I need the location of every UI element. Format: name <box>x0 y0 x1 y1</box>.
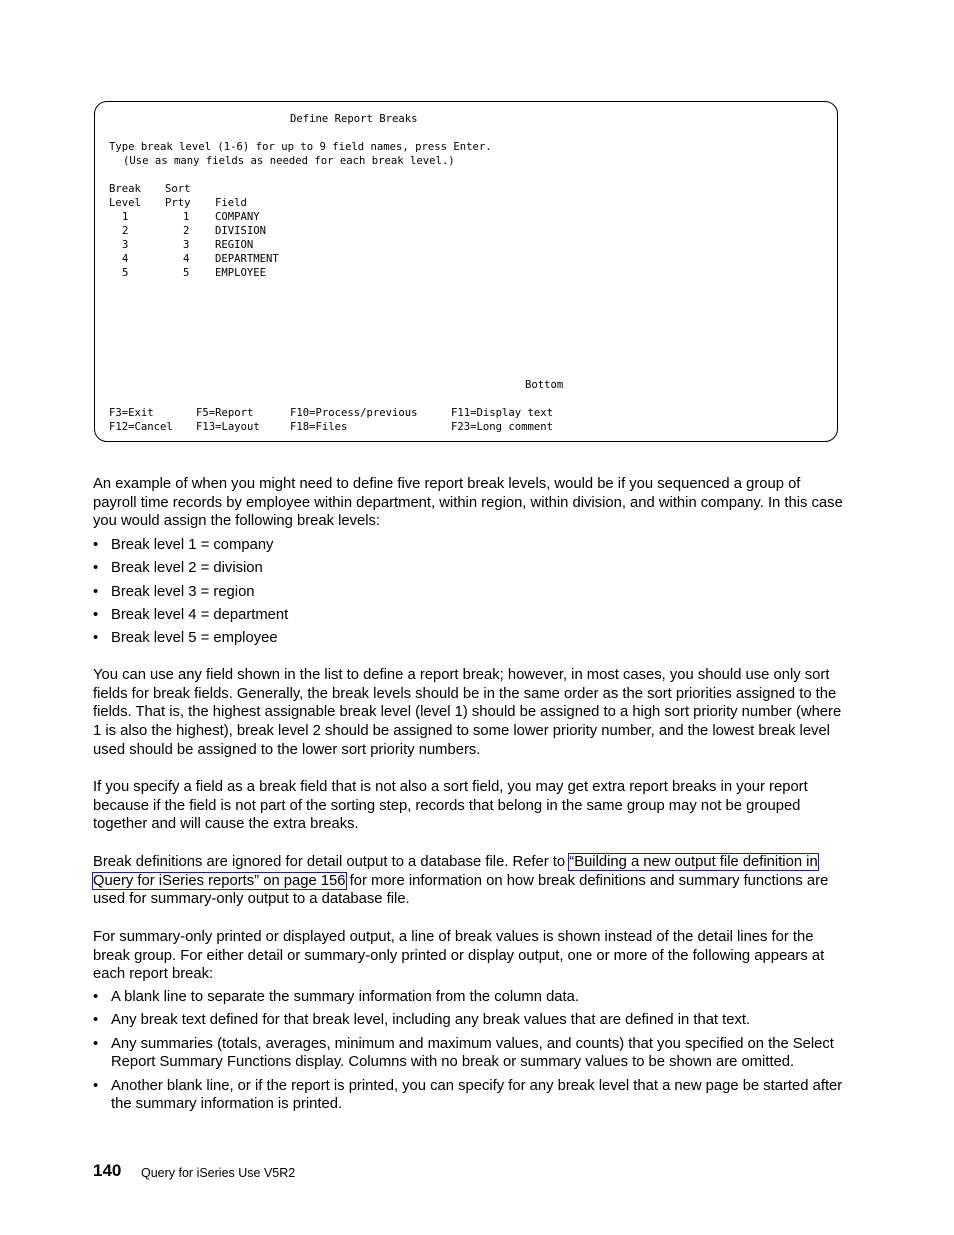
field-name: DEPARTMENT <box>215 253 279 265</box>
list-item: • Another blank line, or if the report is printed, you can specify for any break level that a new page be started after the summary information is printed. <box>93 1077 843 1113</box>
header-sort: Sort <box>165 183 191 195</box>
break-level-input[interactable]: 1 <box>122 211 129 223</box>
screen-instruction: Type break level (1-6) for up to 9 field names, press Enter. <box>109 141 492 153</box>
field-name: COMPANY <box>215 211 260 223</box>
fkey-f23[interactable]: F23=Long comment <box>451 421 554 433</box>
list-item: • Break level 5 = employee <box>93 630 278 647</box>
list-item: • Any break text defined for that break level, including any break values that are defined in that text. <box>93 1012 751 1029</box>
list-item: • Break level 1 = company <box>93 537 274 553</box>
screen-instruction-note: (Use as many fields as needed for each break level.) <box>123 155 455 167</box>
paragraph-extra-breaks: If you specify a field as a break field that is not also a sort field, you may get extra report breaks in your report because if the field is not part of the sorting step, records that belong in the same group may not be grouped together and will cause the extra breaks. <box>93 779 808 833</box>
fkey-f12[interactable]: F12=Cancel <box>109 421 173 433</box>
sort-priority: 2 <box>183 225 190 237</box>
sort-priority: 1 <box>183 211 190 223</box>
break-level-input[interactable]: 4 <box>122 253 129 265</box>
book-title: Query for iSeries Use V5R2 <box>141 1166 296 1180</box>
fkey-f3[interactable]: F3=Exit <box>109 407 154 419</box>
break-level-input[interactable]: 2 <box>122 225 129 237</box>
fkey-f10[interactable]: F10=Process/previous <box>290 407 418 419</box>
fkey-f18[interactable]: F18=Files <box>290 421 348 433</box>
bullet-icon: • <box>93 606 99 623</box>
sort-priority: 5 <box>183 267 190 279</box>
bullet-icon: • <box>93 1012 99 1029</box>
screen-title: Define Report Breaks <box>290 113 418 125</box>
break-level-list <box>93 536 843 648</box>
header-break: Break <box>109 183 141 195</box>
break-level-input[interactable]: 3 <box>122 239 129 251</box>
fkey-f5[interactable]: F5=Report <box>196 407 254 419</box>
bullet-icon: • <box>93 583 99 600</box>
break-level-input[interactable]: 5 <box>122 267 129 279</box>
report-break-list <box>93 988 843 1114</box>
bullet-icon: • <box>93 1035 99 1052</box>
bottom-indicator: Bottom <box>525 379 564 391</box>
paragraph-database-output: Break definitions are ignored for detail output to a database file. Refer to “Building a new output file definition in Query for iSeries reports” on page 156 for more information on how break definitions and summary functions are used for summary-only output to a database file. <box>93 854 829 908</box>
paragraph-example: An example of when you might need to define five report break levels, would be if you sequenced a group of payroll time records by employee within department, within region, within division, and within company. In this case you would assign the following break levels: <box>93 476 843 530</box>
field-name: REGION <box>215 239 254 251</box>
terminal-screen <box>94 101 838 442</box>
list-item: • Any summaries (totals, averages, minimum and maximum values, and counts) that you specified on the Select Report Summary Functions display. Columns with no break or summary values to be shown are omitted. <box>93 1035 834 1071</box>
list-item: • A blank line to separate the summary information from the column data. <box>93 989 579 1005</box>
bullet-icon: • <box>93 1077 99 1094</box>
sort-priority: 3 <box>183 239 190 251</box>
list-item: • Break level 4 = department <box>93 606 289 623</box>
paragraph-sort-fields: You can use any field shown in the list to define a report break; however, in most cases, you should use only sort fields for break fields. Generally, the break levels should be in the same order as the sort priorities assigned to the fields. That is, the highest assignable break level (level 1) should be assigned to a high sort priority number (where 1 is also the highest), break level 2 should be assigned to some lower priority number, and the lowest break level used should be assigned to the lower sort priority numbers. <box>93 667 842 758</box>
list-item: • Break level 2 = division <box>93 560 263 577</box>
bullet-icon: • <box>93 560 99 577</box>
fkey-f11[interactable]: F11=Display text <box>451 407 554 419</box>
paragraph-summary-output: For summary-only printed or displayed output, a line of break values is shown instead of the detail lines for the break group. For either detail or summary-only printed or display output, one or more of the following appears at each report break: <box>93 929 825 983</box>
bullet-icon: • <box>93 630 99 647</box>
header-level: Level <box>109 197 141 209</box>
sort-priority: 4 <box>183 253 190 265</box>
header-prty: Prty <box>165 197 191 209</box>
field-name: EMPLOYEE <box>215 267 267 279</box>
page-number: 140 <box>93 1161 122 1180</box>
field-name: DIVISION <box>215 225 267 237</box>
header-field: Field <box>215 197 247 209</box>
bullet-icon: • <box>93 989 99 1005</box>
fkey-f13[interactable]: F13=Layout <box>196 421 260 433</box>
list-item: • Break level 3 = region <box>93 583 255 600</box>
bullet-icon: • <box>93 537 99 553</box>
cross-reference-link[interactable]: “Building a new output file definition in Query for iSeries reports” on page 156 <box>93 854 818 889</box>
